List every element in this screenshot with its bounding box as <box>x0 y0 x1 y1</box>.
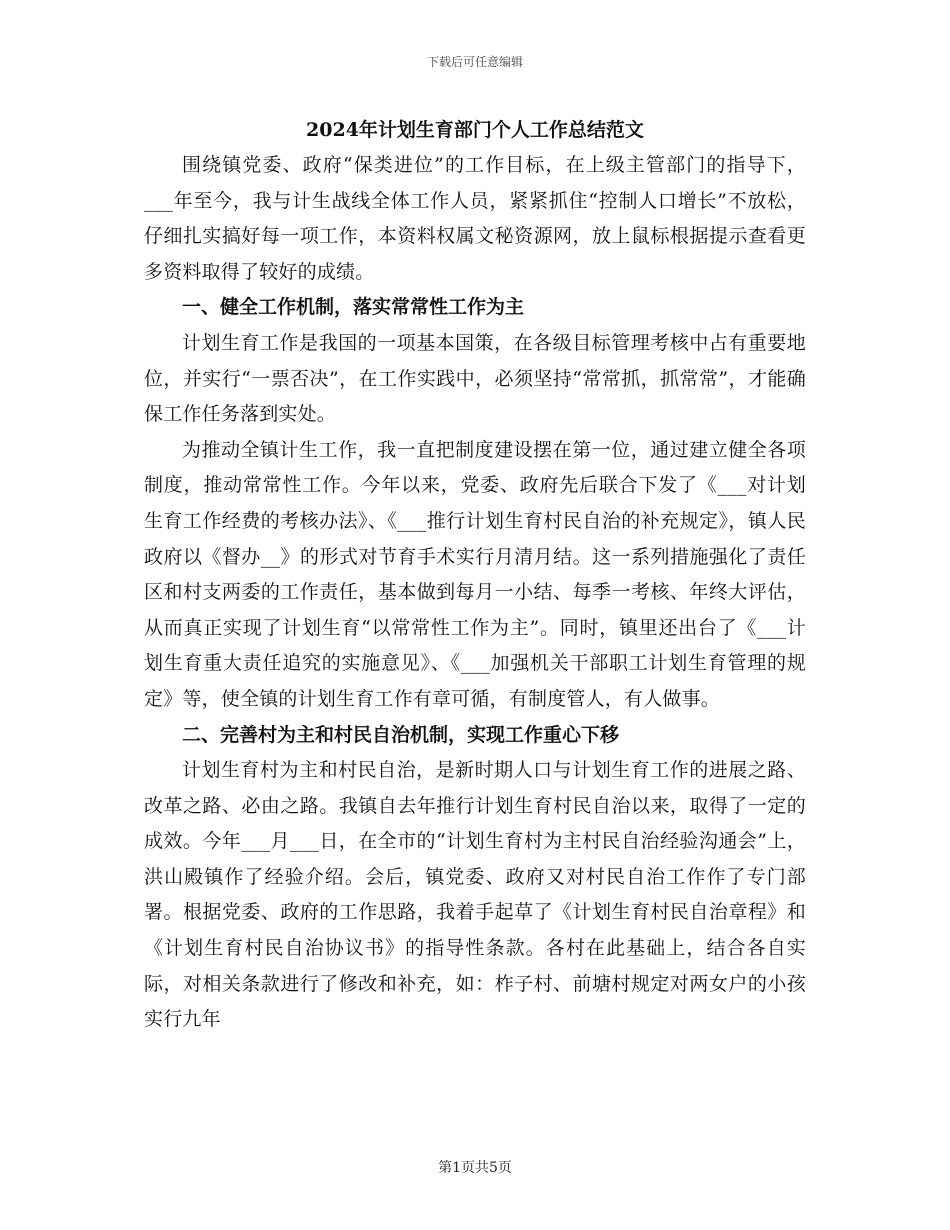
section-1-paragraph-2: 为推动全镇计生工作，我一直把制度建设摆在第一位，通过建立健全各项制度，推动常常性工作。今年以来，党委、政府先后联合下发了《___对计划生育工作经费的考核办法》、《___推行计划生育村民自治的补充规定》，镇人民政府以《督办__》的形式对节育手术实行月清月结。这一系列措施强化了责任区和村支两委的工作责任，基本做到每月一小结、每季一考核、年终大评估，从而真正实现了计划生育“以常常性工作为主”。同时，镇里还出台了《___计划生育重大责任追究的实施意见》、《___加强机关干部职工计划生育管理的规定》等，使全镇的计划生育工作有章可循，有制度管人，有人做事。 <box>144 438 806 710</box>
intro-paragraph: 围绕镇党委、政府“保类进位”的工作目标，在上级主管部门的指导下，___年至今，我与计生战线全体工作人员，紧紧抓住“控制人口增长”不放松，仔细扎实搞好每一项工作，本资料权属文秘资源网，放上鼠标根据提示查看更多资料取得了较好的成绩。 <box>144 154 806 283</box>
section-2-heading: 二、完善村为主和村民自治机制，实现工作重心下移 <box>182 723 620 746</box>
document-title: 2024年计划生育部门个人工作总结范文 <box>306 119 644 141</box>
header-note: 下载后可任意编辑 <box>426 55 523 69</box>
section-1-heading: 一、健全工作机制，落实常常性工作为主 <box>182 296 525 319</box>
document-body <box>144 112 806 1038</box>
section-1-paragraph-1: 计划生育工作是我国的一项基本国策，在各级目标管理考核中占有重要地位，并实行“一票否决”，在工作实践中，必须坚持“常常抓，抓常常”，才能确保工作任务落到实处。 <box>144 331 806 426</box>
page-footer: 第1页共5页 <box>438 1160 512 1176</box>
section-2-paragraph-1: 计划生育村为主和村民自治，是新时期人口与计划生育工作的进展之路、改革之路、必由之路。我镇自去年推行计划生育村民自治以来，取得了一定的成效。今年___月___日，在全市的“计划生育村为主村民自治经验沟通会”上，洪山殿镇作了经验介绍。会后，镇党委、政府又对村民自治工作作了专门部署。根据党委、政府的工作思路，我着手起草了《计划生育村民自治章程》和《计划生育村民自治协议书》的指导性条款。各村在此基础上，结合各自实际，对相关条款进行了修改和补充，如：柞子村、前塘村规定对两女户的小孩实行九年 <box>144 759 806 1031</box>
